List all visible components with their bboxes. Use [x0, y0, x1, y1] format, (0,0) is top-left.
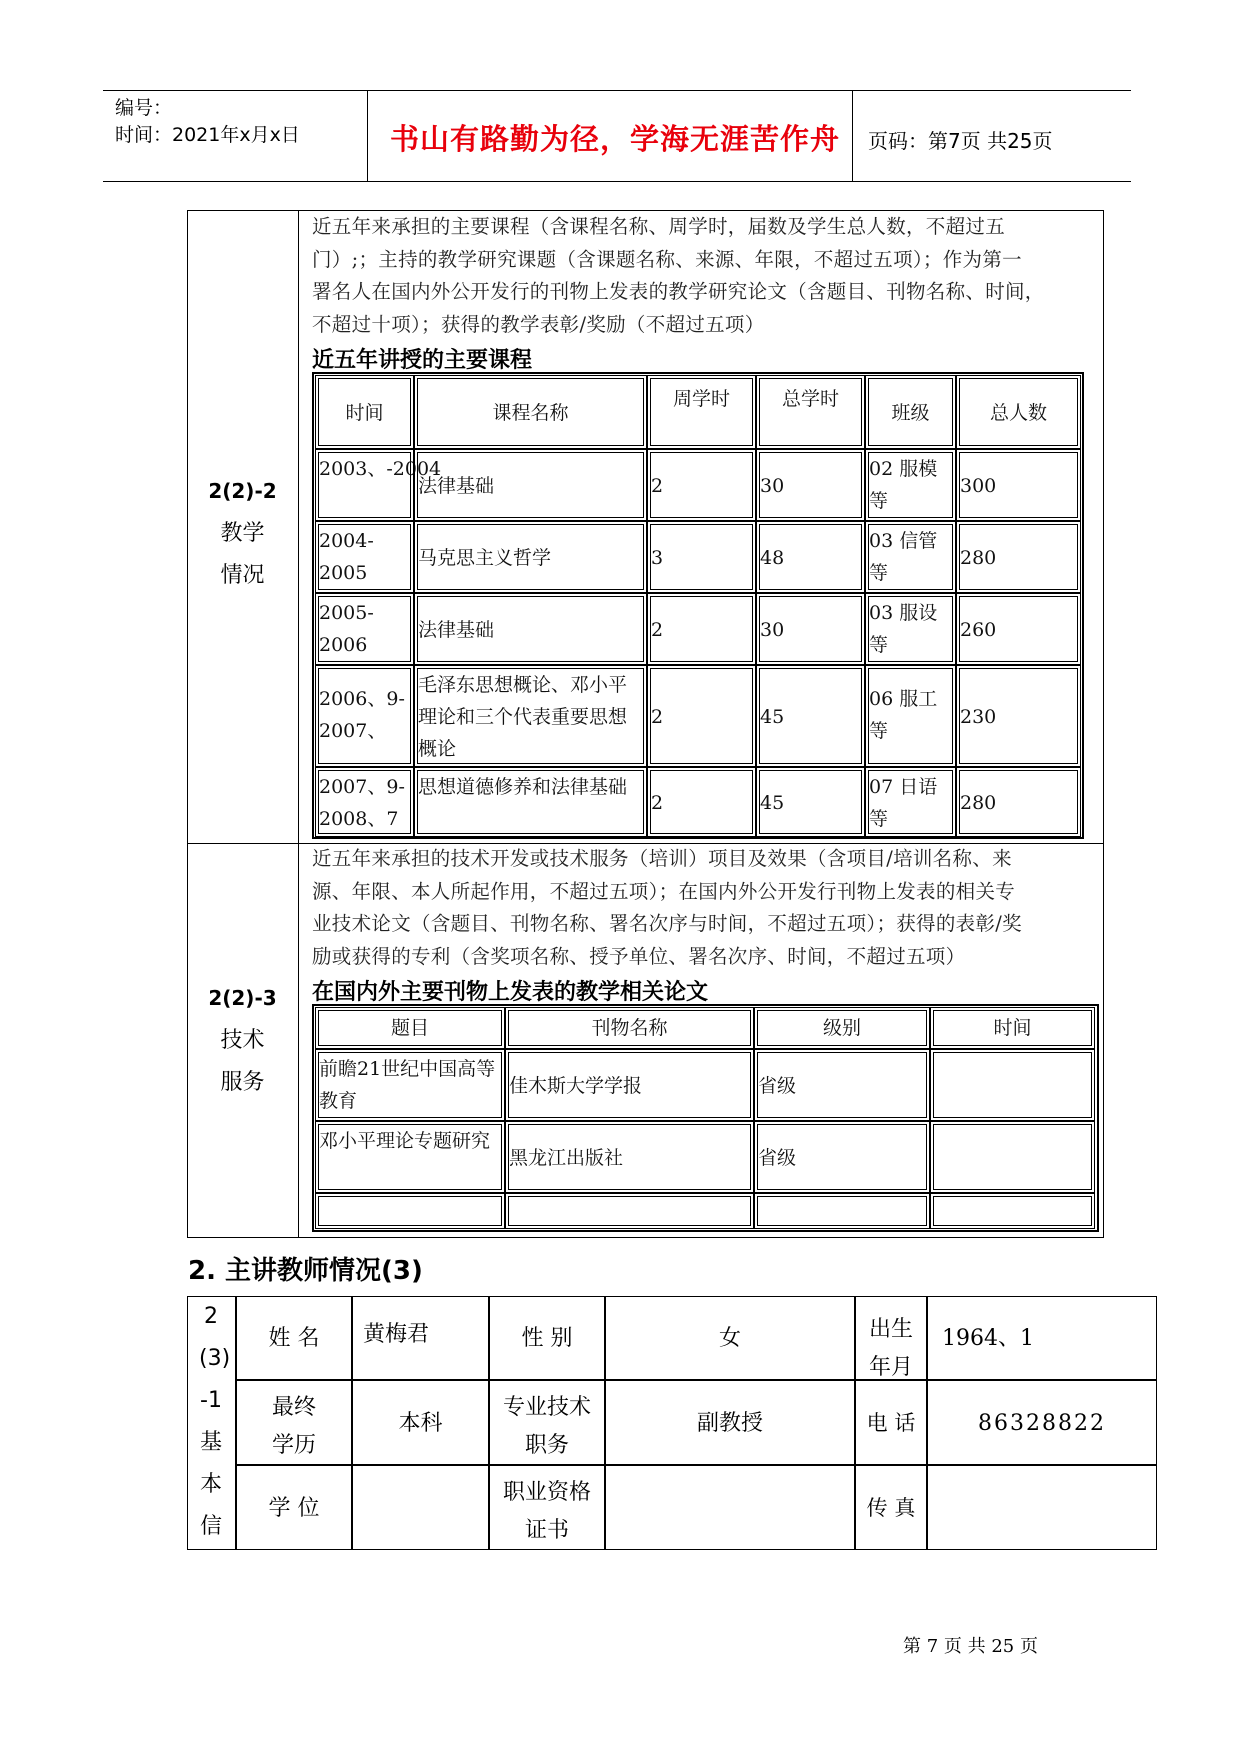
paper-row-0-level: 省级 [757, 1052, 927, 1118]
fax-value [927, 1465, 1157, 1550]
course-row-1-class: 03 信管等 [868, 524, 953, 590]
phone-value: 86328822 [927, 1380, 1157, 1465]
course-row-2-weekly: 2 [650, 596, 753, 662]
phone-label: 电 话 [855, 1380, 927, 1465]
course-row-0-class: 02 服模等 [868, 452, 953, 518]
papers-header-title: 题目 [318, 1010, 502, 1046]
paper-row-1-journal: 黑龙江出版社 [508, 1124, 751, 1190]
paper-row-2-title [318, 1196, 502, 1226]
course-row-3-class: 06 服工等 [868, 668, 953, 764]
papers-header-journal: 刊物名称 [508, 1010, 751, 1046]
course-row-2-time: 2005-2006 [318, 596, 411, 662]
course-row-4-time: 2007、9-2008、7 [318, 770, 411, 834]
name-label: 姓 名 [236, 1296, 352, 1380]
paper-row-1-title: 邓小平理论专题研究 [318, 1124, 502, 1190]
tech-description: 近五年来承担的技术开发或技术服务（培训）项目及效果（含项目/培训名称、来 源、年限、本人所起作用，不超过五项）；在国内外公开发行刊物上发表的相关专 业技术论文（含题目、刊物名称、署名次序与时间，不超过五项）；获得的表彰/奖 励或获得的专利（含奖项名称、授予单位、署名次序、时间，不超过五项） [312, 847, 1022, 968]
course-row-2-students: 260 [959, 596, 1078, 662]
section-title: 2. 主讲教师情况(3) [188, 1256, 423, 1286]
papers-header-level: 级别 [757, 1010, 927, 1046]
degree-value [352, 1465, 489, 1550]
gender-value: 女 [605, 1296, 855, 1380]
courses-title: 近五年讲授的主要课程 [312, 348, 533, 373]
course-row-3-students: 230 [959, 668, 1078, 764]
course-row-3-name: 毛泽东思想概论、邓小平理论和三个代表重要思想概论 [417, 668, 644, 764]
professional-title-value: 副教授 [605, 1380, 855, 1465]
course-row-2-total: 30 [759, 596, 862, 662]
teaching-row-label: 2(2)-2 教学 情况 [208, 479, 277, 588]
birth-value: 1964、1 [927, 1296, 1157, 1380]
fax-label: 传 真 [855, 1465, 927, 1550]
course-row-4-students: 280 [959, 770, 1078, 834]
papers-title: 在国内外主要刊物上发表的教学相关论文 [312, 980, 709, 1005]
qualification-cert-value [605, 1465, 855, 1550]
course-row-0-students: 300 [959, 452, 1078, 518]
papers-header-time: 时间 [933, 1010, 1092, 1046]
date-label: 时间：2021年x月x日 [115, 124, 300, 146]
gender-label: 性 别 [489, 1296, 605, 1380]
paper-row-0-time [933, 1052, 1092, 1118]
course-row-4-name: 思想道德修养和法律基础 [417, 770, 644, 834]
footer-page-number: 第 7 页 共 25 页 [903, 1636, 1038, 1657]
course-row-4-class: 07 日语等 [868, 770, 953, 834]
teaching-description: 近五年来承担的主要课程（含课程名称、周学时，届数及学生总人数，不超过五 门）;；主持的教学研究课题（含课题名称、来源、年限，不超过五项）；作为第一 署名人在国内外公开发行的刊物上发表的教学研究论文（含题目、刊物名称、时间， 不超过十项）；获得的教学表彰/奖励（不超过五项） [312, 215, 1045, 336]
course-row-1-students: 280 [959, 524, 1078, 590]
course-row-1-total: 48 [759, 524, 862, 590]
tech-row-label: 2(2)-3 技术 服务 [208, 986, 277, 1095]
education-value: 本科 [352, 1380, 489, 1465]
course-row-1-name: 马克思主义哲学 [417, 524, 644, 590]
courses-header-name: 课程名称 [417, 378, 644, 446]
paper-row-2-time [933, 1196, 1092, 1226]
paper-row-2-level [757, 1196, 927, 1226]
paper-row-1-time [933, 1124, 1092, 1190]
courses-header-students: 总人数 [959, 378, 1078, 446]
courses-header-weekly-hours: 周学时 [650, 378, 753, 446]
course-row-1-time: 2004-2005 [318, 524, 411, 590]
name-value: 黄梅君 [352, 1296, 489, 1380]
paper-row-0-journal: 佳木斯大学学报 [508, 1052, 751, 1118]
header-motto: 书山有路勤为径，学海无涯苦作舟 [390, 122, 841, 156]
course-row-2-class: 03 服设等 [868, 596, 953, 662]
course-row-0-time: 2003、-2004 [318, 452, 411, 518]
courses-header-total-hours: 总学时 [759, 378, 862, 446]
course-row-0-total: 30 [759, 452, 862, 518]
paper-row-0-title: 前瞻21世纪中国高等教育 [318, 1052, 502, 1118]
course-row-3-time: 2006、9-2007、 [318, 668, 411, 764]
course-row-3-total: 45 [759, 668, 862, 764]
professional-title-label: 专业技术职务 [489, 1380, 605, 1465]
header-page-code: 页码：第7页 共25页 [868, 129, 1053, 153]
degree-label: 学 位 [236, 1465, 352, 1550]
course-row-0-name: 法律基础 [417, 452, 644, 518]
tech-row-code: 2(2)-3 [208, 986, 277, 1010]
qualification-cert-label: 职业资格证书 [489, 1465, 605, 1550]
paper-row-2-journal [508, 1196, 751, 1226]
course-row-4-weekly: 2 [650, 770, 753, 834]
course-row-4-total: 45 [759, 770, 862, 834]
course-row-0-weekly: 2 [650, 452, 753, 518]
course-row-3-weekly: 2 [650, 668, 753, 764]
serial-label: 编号： [115, 97, 173, 119]
paper-row-1-level: 省级 [757, 1124, 927, 1190]
teacher-info-side-label: 2(3)-1基本信 [187, 1296, 236, 1550]
courses-header-time: 时间 [318, 378, 411, 446]
education-label: 最终学历 [236, 1380, 352, 1465]
course-row-2-name: 法律基础 [417, 596, 644, 662]
birth-label: 出生年月 [855, 1296, 927, 1380]
course-row-1-weekly: 3 [650, 524, 753, 590]
courses-header-class: 班级 [868, 378, 953, 446]
teaching-row-code: 2(2)-2 [208, 479, 277, 503]
